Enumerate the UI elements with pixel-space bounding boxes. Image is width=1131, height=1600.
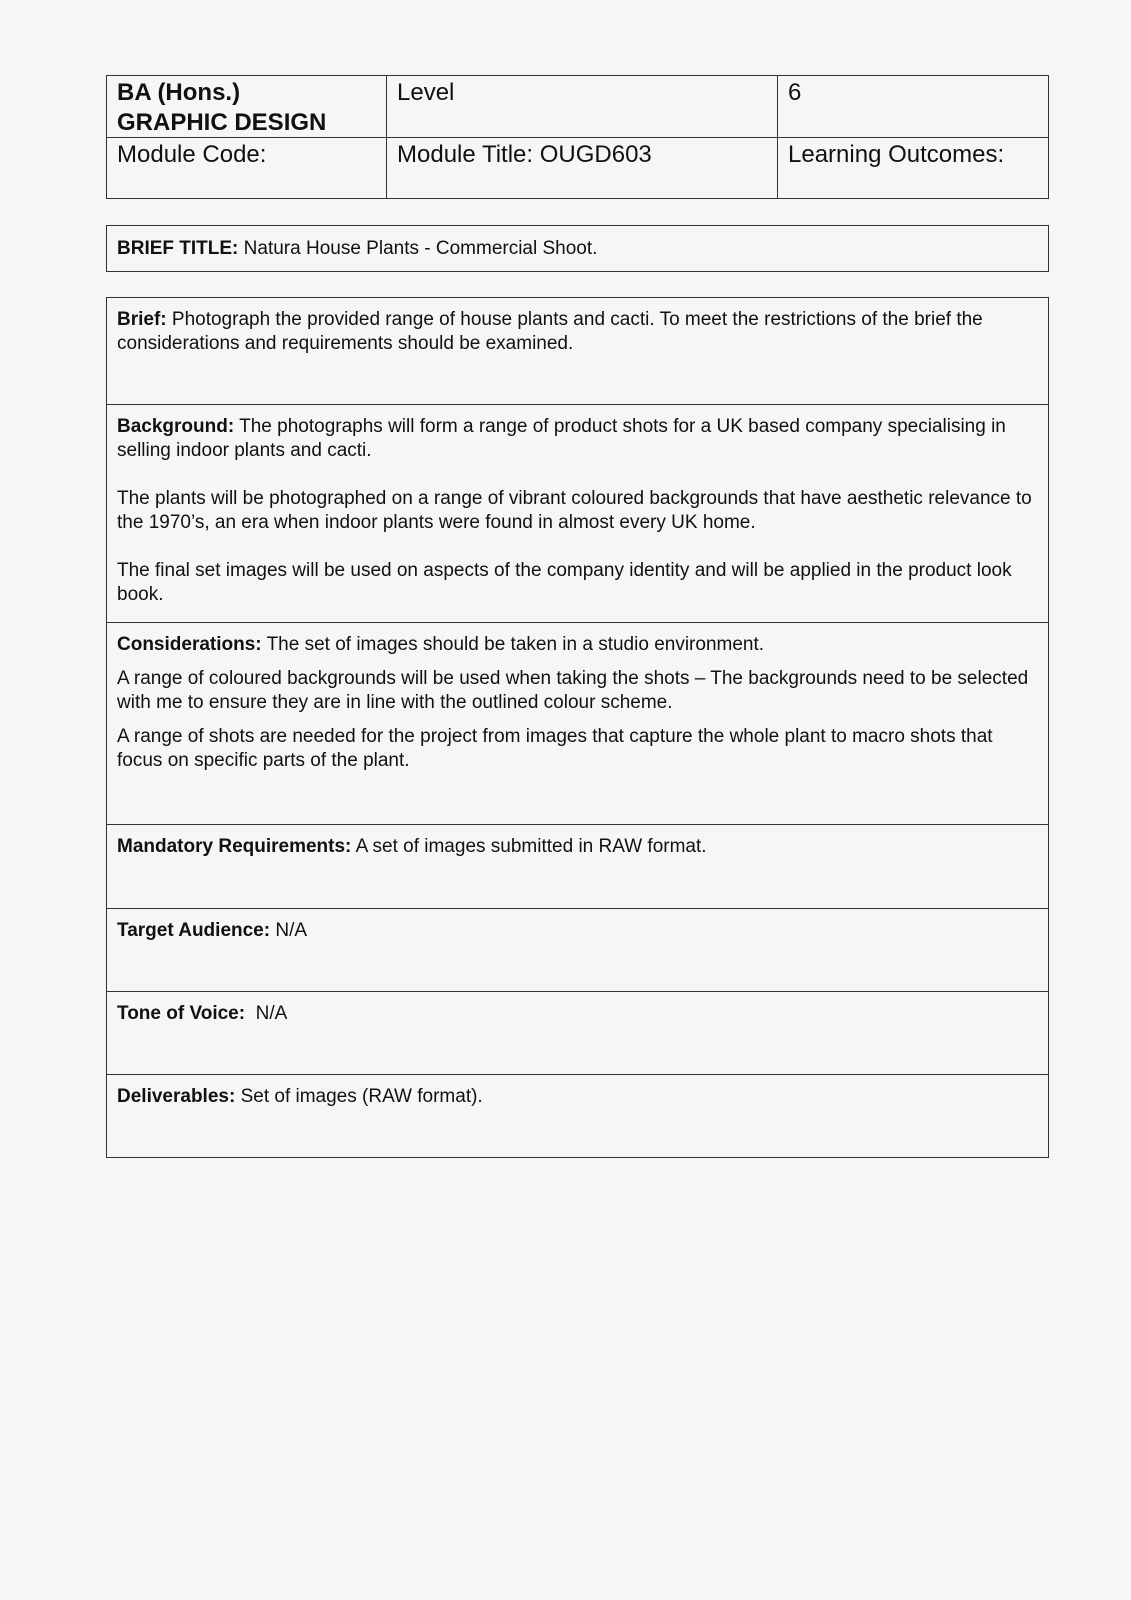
programme-line2: GRAPHIC DESIGN	[117, 109, 327, 136]
section-text: The set of images should be taken in a studio environment.	[266, 634, 765, 655]
section-text: N/A	[250, 1003, 288, 1024]
section-text: A set of images submitted in RAW format.	[355, 836, 707, 857]
section-label: Mandatory Requirements:	[117, 836, 352, 857]
section-label: Background:	[117, 416, 235, 437]
section-text: A range of shots are needed for the project from images that capture the whole plant to macro shots that focus on specific parts of the plant.	[117, 726, 993, 771]
section-text: N/A	[275, 920, 308, 941]
mandatory-requirements-section	[107, 825, 1048, 909]
section-text: The photographs will form a range of product shots for a UK based company specialising in selling indoor plants and cacti.	[117, 416, 1006, 461]
section-text: The plants will be photographed on a range of vibrant coloured backgrounds that have aesthetic relevance to the 1970’s, an era when indoor plants were found in almost every UK home.	[117, 488, 1032, 533]
section-label: Deliverables:	[117, 1086, 236, 1107]
section-label: Considerations:	[117, 634, 262, 655]
programme-name	[107, 76, 386, 140]
target-audience-section	[107, 909, 1048, 992]
section-text: Set of images (RAW format).	[240, 1086, 483, 1107]
section-text: Photograph the provided range of house plants and cacti. To meet the restrictions of the brief the considerations and requirements should be examined.	[117, 309, 983, 354]
brief-details-table	[106, 297, 1049, 1158]
considerations-section	[107, 623, 1048, 825]
programme-line1: BA (Hons.)	[117, 79, 241, 106]
brief-title-label: BRIEF TITLE:	[117, 238, 239, 259]
tone-of-voice-section	[107, 992, 1048, 1075]
section-text: The final set images will be used on aspects of the company identity and will be applied in the product look book.	[117, 560, 1012, 605]
module-code-label: Module Code:	[117, 141, 267, 168]
section-text: A range of coloured backgrounds will be used when taking the shots – The backgrounds need to be selected with me to ensure they are in line with the outlined colour scheme.	[117, 668, 1029, 713]
deliverables-section	[107, 1075, 1048, 1157]
module-title: Module Title: OUGD603	[397, 141, 652, 168]
brief-title-value: Natura House Plants - Commercial Shoot.	[243, 238, 598, 259]
background-section	[107, 405, 1048, 623]
level-label: Level	[397, 79, 455, 106]
section-label: Brief:	[117, 309, 167, 330]
module-header-table	[106, 75, 1049, 199]
learning-outcomes-label: Learning Outcomes:	[788, 141, 1005, 168]
section-label: Target Audience:	[117, 920, 271, 941]
section-label: Tone of Voice:	[117, 1003, 246, 1024]
brief-section	[107, 298, 1048, 405]
brief-title-box	[106, 225, 1049, 272]
level-value: 6	[788, 79, 802, 106]
